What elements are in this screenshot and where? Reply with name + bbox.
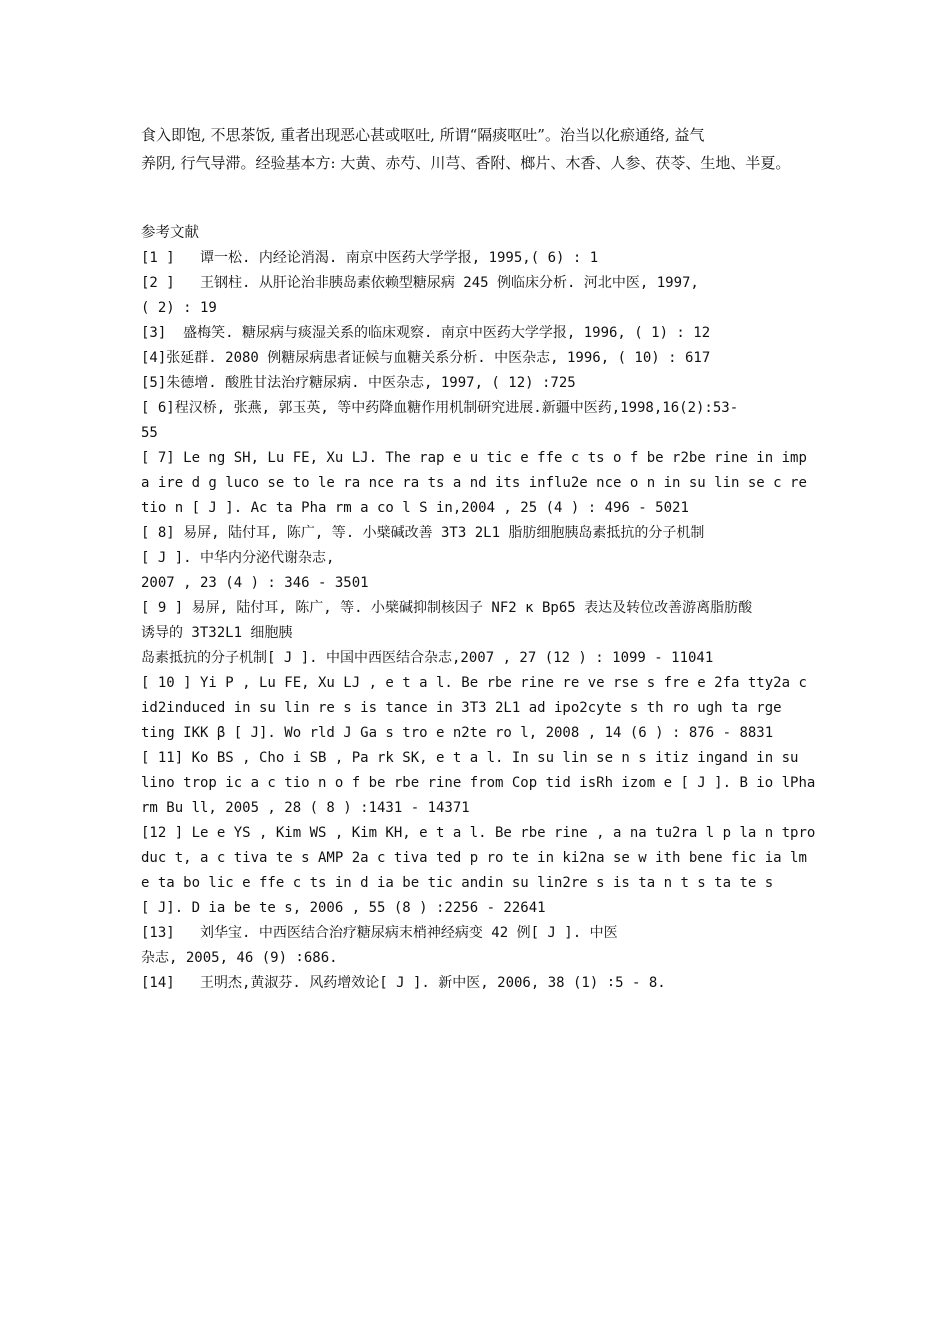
reference-line: [ J]. D ia be te s, 2006 , 55 (8 ) :2256 - 22641 xyxy=(141,900,546,916)
reference-line: [ 7] Le ng SH, Lu FE, Xu LJ. The rap e u tic e ffe c ts o f be r2be rine in imp xyxy=(141,450,807,466)
reference-line: [4]张延群. 2080 例糖尿病患者证候与血糖关系分析. 中医杂志, 1996, ( 10) : 617 xyxy=(141,350,711,366)
reference-line: [1 ] 谭一松. 内经论消渴. 南京中医药大学学报, 1995,( 6) : 1 xyxy=(141,250,599,266)
reference-line: [ J ]. 中华内分泌代谢杂志, xyxy=(141,550,335,566)
reference-line: [ 11] Ko BS , Cho i SB , Pa rk SK, e t a l. In su lin se n s itiz ingand in su xyxy=(141,750,799,766)
reference-line: duc t, a c tiva te s AMP 2a c tiva ted p ro te in ki2na se w ith bene fic ia lm xyxy=(141,850,807,866)
reference-line: [5]朱德增. 酸胜甘法治疗糖尿病. 中医杂志, 1997, ( 12) :725 xyxy=(141,375,576,391)
reference-line: [3] 盛梅笑. 糖尿病与痰湿关系的临床观察. 南京中医药大学学报, 1996, ( 1) : 12 xyxy=(141,325,711,341)
reference-line: e ta bo lic e ffe c ts in d ia be tic andin su lin2re s is ta n t s ta te s xyxy=(141,875,774,891)
reference-line: 诱导的 3T32L1 细胞胰 xyxy=(141,625,293,641)
reference-line: ting IKK β [ J]. Wo rld J Ga s tro e n2te ro l, 2008 , 14 (6 ) : 876 - 8831 xyxy=(141,725,774,741)
reference-line: a ire d g luco se to le ra nce ra ts a nd its influ2e nce o n in su lin se c re xyxy=(141,475,807,491)
body-paragraph-line-1: 食入即饱, 不思茶饭, 重者出现恶心甚或呕吐, 所谓“隔痰呕吐”。治当以化瘀通络, 益气 xyxy=(141,126,705,144)
document-page xyxy=(141,121,816,996)
reference-line: [14] 王明杰,黄淑芬. 风药增效论[ J ]. 新中医, 2006, 38 (1) ∶5 - 8. xyxy=(141,975,666,991)
reference-line: [ 10 ] Yi P , Lu FE, Xu LJ , e t a l. Be rbe rine re ve rse s fre e 2fa tty2a c xyxy=(141,675,807,691)
reference-line: [13] 刘华宝. 中西医结合治疗糖尿病末梢神经病变 42 例[ J ]. 中医 xyxy=(141,925,618,941)
reference-line: lino trop ic a c tio n o f be rbe rine from Cop tid isRh izom e [ J ]. B io lPha xyxy=(141,775,816,791)
reference-line: [2 ] 王钢柱. 从肝论治非胰岛素依赖型糖尿病 245 例临床分析. 河北中医, 1997, xyxy=(141,275,699,291)
reference-line: id2induced in su lin re s is tance in 3T3 2L1 ad ipo2cyte s th ro ugh ta rge xyxy=(141,700,782,716)
reference-line: ( 2) : 19 xyxy=(141,300,217,316)
reference-line: 2007 , 23 (4 ) : 346 - 3501 xyxy=(141,575,369,591)
reference-line: [ 9 ] 易屏, 陆付耳, 陈广, 等. 小檗碱抑制核因子 NF2 κ Bp65 表达及转位改善游离脂肪酸 xyxy=(141,600,753,616)
reference-line: 55 xyxy=(141,425,158,441)
reference-line: rm Bu ll, 2005 , 28 ( 8 ) :1431 - 14371 xyxy=(141,800,470,816)
reference-line: tio n [ J ]. Ac ta Pha rm a co l S in,2004 , 25 (4 ) : 496 - 5021 xyxy=(141,500,689,516)
reference-line: 杂志, 2005, 46 (9) ∶686. xyxy=(141,950,338,966)
reference-line: [12 ] Le e YS , Kim WS , Kim KH, e t a l. Be rbe rine , a na tu2ra l p la n tpro xyxy=(141,825,816,841)
reference-line: [ 6]程汉桥, 张燕, 郭玉英, 等中药降血糖作用机制研究进展.新疆中医药,1998,16(2):53- xyxy=(141,400,739,416)
references-heading: 参考文献 xyxy=(141,225,199,241)
body-paragraph-line-2: 养阴, 行气导滞。经验基本方: 大黄、赤芍、川芎、香附、榔片、木香、人参、茯苓、生地、半夏。 xyxy=(141,154,791,172)
reference-line: [ 8] 易屏, 陆付耳, 陈广, 等. 小檗碱改善 3T3 2L1 脂肪细胞胰岛素抵抗的分子机制 xyxy=(141,525,705,541)
references-list xyxy=(141,246,816,996)
reference-line: 岛素抵抗的分子机制[ J ]. 中国中西医结合杂志,2007 , 27 (12 ) : 1099 - 11041 xyxy=(141,650,714,666)
